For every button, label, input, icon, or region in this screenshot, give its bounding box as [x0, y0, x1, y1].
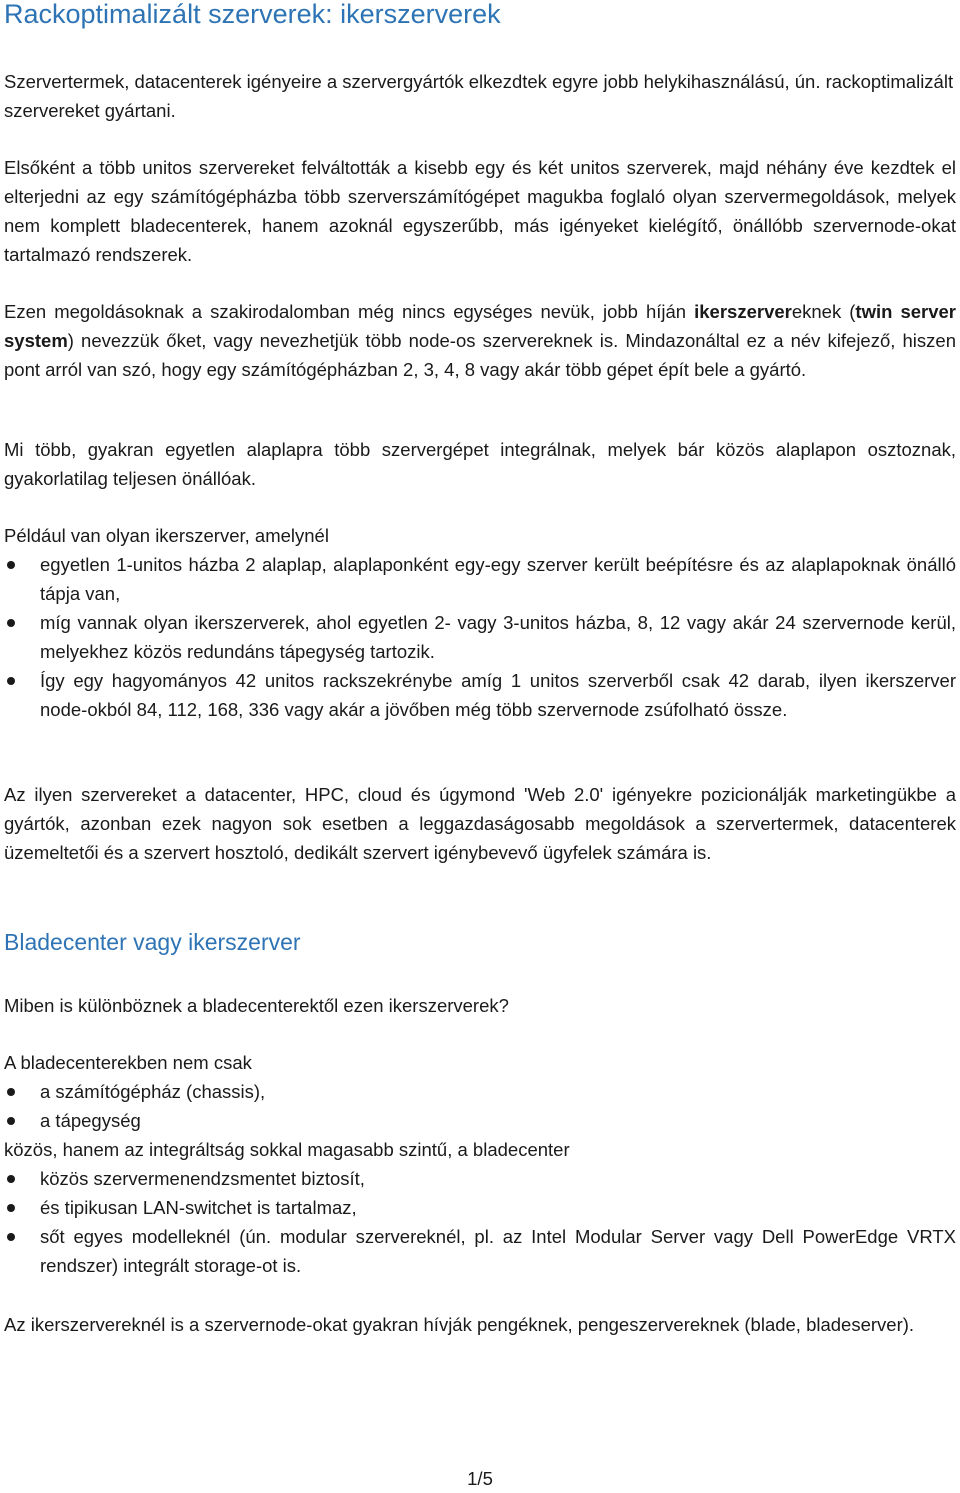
- paragraph-example-intro: Például van olyan ikerszerver, amelynél: [4, 525, 329, 546]
- paragraph-motherboard: Mi több, gyakran egyetlen alaplapra több szervergépet integrálnak, melyek bár közös alaplapon osztoznak, gyakorlatilag teljesen önállóak.: [4, 439, 956, 489]
- page-number: 1/5: [467, 1468, 493, 1489]
- example-list: [4, 550, 956, 724]
- list-item: sőt egyes modelleknél (ún. modular szervereknél, pl. az Intel Modular Server vagy Dell PowerEdge VRTX rendszer) integrált storage-ot is.: [4, 1222, 956, 1280]
- list-item: Így egy hagyományos 42 unitos rackszekrénybe amíg 1 unitos szerverből csak 42 darab, ilyen ikerszerver node-okból 84, 112, 168, 336 vagy akár a jövőben még több szervernode zsúfolható össze.: [4, 666, 956, 724]
- blade-common-list: [4, 1077, 956, 1135]
- paragraph-evolution: Elsőként a több unitos szervereket felváltották a kisebb egy és két unitos szerverek, majd néhány éve kezdtek el elterjedni az egy számítógépházba több szerverszámítógépet magukba foglaló olyan szervermegoldások, melyek nem komplett bladecenterek, hanem azoknál egyszerűbb, más igényeket kielégítő, önállóbb szervernode-okat tartalmazó rendszerek.: [4, 157, 956, 265]
- list-item: közös szervermenendzsmentet biztosít,: [4, 1164, 956, 1193]
- term-ikerszerver: ikerszerver: [694, 301, 792, 322]
- page-title: Rackoptimalizált szerverek: ikerszerverek: [4, 0, 501, 29]
- paragraph-positioning: Az ilyen szervereket a datacenter, HPC, cloud és úgymond 'Web 2.0' igényekre pozicionálják marketingükbe a gyártók, azonban ezek nagyon sok esetben a leggazdaságosabb megoldások a szervertermek, datacenterek üzemeltetői és a szervert hosztoló, dedikált szervert igénybevevő ügyfelek számára is.: [4, 784, 956, 863]
- blade-features-list: [4, 1164, 956, 1280]
- list-item: míg vannak olyan ikerszerverek, ahol egyetlen 2- vagy 3-unitos házba, 8, 12 vagy akár 24 szervernode kerül, melyekhez közös redundáns tápegység tartozik.: [4, 608, 956, 666]
- list-item: a számítógépház (chassis),: [4, 1077, 956, 1106]
- paragraph-naming: [4, 297, 956, 384]
- paragraph-naming-part-a: Ezen megoldásoknak a szakirodalomban még nincs egységes nevük, jobb híján: [4, 301, 695, 322]
- paragraph-naming-part-c: eknek (: [791, 301, 856, 322]
- term-twin-server-system: twin server system: [4, 301, 956, 351]
- paragraph-naming-part-d: ) nevezzük őket, vagy nevezhetjük több node-os szervereknek is. Mindazonáltal ez a név kifejező, hiszen pont arról van szó, hogy egy számítógépházban 2, 3, 4, 8 vagy akár több gépet épít bele a gyártó.: [4, 330, 956, 380]
- paragraph-blade-intro: A bladecenterekben nem csak: [4, 1052, 252, 1073]
- list-item: és tipikusan LAN-switchet is tartalmaz,: [4, 1193, 956, 1222]
- intro-paragraph: Szervertermek, datacenterek igényeire a szervergyártók elkezdtek egyre jobb helykihasználású, ún. rackoptimalizált szervereket gyártani.: [4, 71, 954, 121]
- section-heading: Bladecenter vagy ikerszerver: [4, 929, 301, 955]
- paragraph-blades-naming: Az ikerszervereknél is a szervernode-okat gyakran hívják pengéknek, pengeszervereknek (blade, bladeserver).: [4, 1314, 915, 1335]
- list-item: a tápegység: [4, 1106, 956, 1135]
- paragraph-integration: közös, hanem az integráltság sokkal magasabb szintű, a bladecenter: [4, 1139, 570, 1160]
- list-item: egyetlen 1-unitos házba 2 alaplap, alaplaponként egy-egy szerver került beépítésre és az alaplapoknak önálló tápja van,: [4, 550, 956, 608]
- paragraph-question: Miben is különböznek a bladecenterektől ezen ikerszerverek?: [4, 995, 509, 1016]
